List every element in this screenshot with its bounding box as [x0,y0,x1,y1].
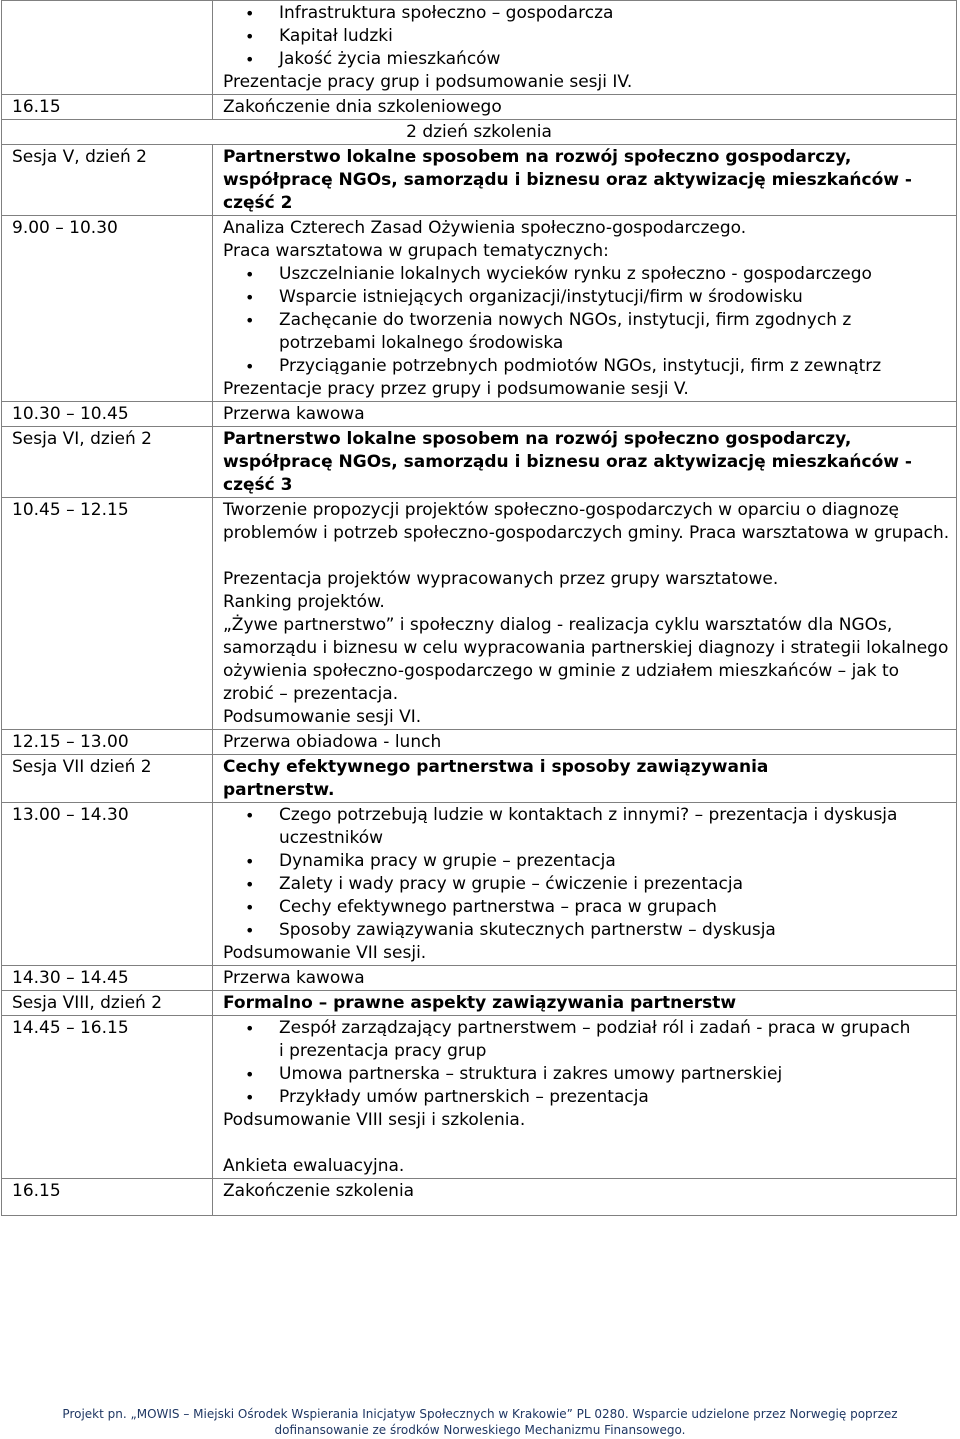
footer-line: Projekt pn. „MOWIS – Miejski Ośrodek Wspierania Inicjatyw Społecznych w Krakowie” PL 0280. Wsparcie udzielone przez Norwegię poprzez [62,1407,898,1421]
schedule-table [1,0,957,1216]
spacer [223,1132,952,1155]
list-item: • Wsparcie istniejących organizacji/instytucji/firm w środowisku [279,286,952,309]
content-cell [213,498,957,730]
topic-text: Analiza Czterech Zasad Ożywienia społeczno-gospodarczego. [223,218,747,238]
table-row [2,1016,957,1179]
time-cell: 16.15 [2,95,213,120]
list-item: • Infrastruktura społeczno – gospodarcza [279,2,952,25]
bullet-list [223,1017,952,1109]
session-title: Partnerstwo lokalne sposobem na rozwój społeczno gospodarczy, współpracę NGOs, samorządu i biznesu oraz aktywizację mieszkańców - część 2 [213,145,957,216]
time-cell: 9.00 – 10.30 [2,216,213,402]
list-item: • Umowa partnerska – struktura i zakres umowy partnerskiej [279,1063,912,1086]
spacer [223,545,952,568]
session-cell: Sesja V, dzień 2 [2,145,213,216]
day-header: 2 dzień szkolenia [2,120,957,145]
summary-text: Podsumowanie VIII sesji i szkolenia. [223,1110,526,1130]
content-cell: Przerwa obiadowa - lunch [213,730,957,755]
content-cell [213,1016,957,1179]
list-item: • Przyciąganie potrzebnych podmiotów NGOs, instytucji, firm z zewnątrz [279,355,952,378]
content-cell [213,216,957,402]
time-cell: 14.45 – 16.15 [2,1016,213,1179]
topic-text: Prezentacja projektów wypracowanych przez grupy warsztatowe. [223,569,779,589]
list-item: • Zalety i wady pracy w grupie – ćwiczenie i prezentacja [279,873,912,896]
table-row [2,120,957,145]
content-cell: Zakończenie szkolenia [213,1179,957,1216]
table-row [2,427,957,498]
list-item: • Kapitał ludzki [279,25,952,48]
list-item: • Przykłady umów partnerskich – prezentacja [279,1086,912,1109]
table-row [2,991,957,1016]
list-item: • Jakość życia mieszkańców [279,48,952,71]
table-row [2,145,957,216]
content-cell: Zakończenie dnia szkoleniowego [213,95,957,120]
list-item: • Uszczelnianie lokalnych wycieków rynku z społeczno - gospodarczego [279,263,952,286]
page-footer [0,1406,960,1438]
bullet-list [223,804,952,942]
session-title: Partnerstwo lokalne sposobem na rozwój społeczno gospodarczy, współpracę NGOs, samorządu i biznesu oraz aktywizację mieszkańców - część 3 [213,427,957,498]
table-row [2,730,957,755]
session-cell: Sesja VI, dzień 2 [2,427,213,498]
table-row [2,803,957,966]
session-cell: Sesja VII dzień 2 [2,755,213,803]
list-item: • Dynamika pracy w grupie – prezentacja [279,850,912,873]
topic-text: Tworzenie propozycji projektów społeczno-gospodarczych w oparciu o diagnozę problemów i potrzeb społeczno-gospodarczych gminy. Praca warsztatowa w grupach. [223,500,950,543]
topic-text: „Żywe partnerstwo” i społeczny dialog - realizacja cyklu warsztatów dla NGOs, samorządu i biznesu w celu wypracowania partnerskiej diagnozy i strategii lokalnego ożywienia społeczno-gospodarczego w gminie z udziałem mieszkańców – jak to zrobić – prezentacja. [223,615,949,704]
time-cell: 16.15 [2,1179,213,1216]
session-title: Cechy efektywnego partnerstwa i sposoby zawiązywania partnerstw. [213,755,957,803]
content-cell: Przerwa kawowa [213,966,957,991]
time-cell [2,1,213,95]
summary-text: Podsumowanie VII sesji. [223,943,427,963]
footer-line: dofinansowanie ze środków Norweskiego Mechanizmu Finansowego. [274,1423,686,1437]
summary-text: Podsumowanie sesji VI. [223,707,422,727]
table-row [2,216,957,402]
list-item: • Sposoby zawiązywania skutecznych partnerstw – dyskusja [279,919,912,942]
table-row [2,966,957,991]
list-item: • Zespół zarządzający partnerstwem – podział ról i zadań - praca w grupach i prezentacja pracy grup [279,1017,912,1063]
table-row [2,1179,957,1216]
bullet-list [223,263,952,378]
table-row [2,95,957,120]
session-title: Formalno – prawne aspekty zawiązywania partnerstw [213,991,957,1016]
list-item: • Czego potrzebują ludzie w kontaktach z innymi? – prezentacja i dyskusja uczestników [279,804,912,850]
table-row [2,755,957,803]
list-item: • Cechy efektywnego partnerstwa – praca w grupach [279,896,912,919]
list-item: • Zachęcanie do tworzenia nowych NGOs, instytucji, firm zgodnych z potrzebami lokalnego środowiska [279,309,952,355]
time-cell: 10.45 – 12.15 [2,498,213,730]
topic-text: Ranking projektów. [223,592,385,612]
summary-text: Prezentacje pracy grup i podsumowanie sesji IV. [223,72,633,92]
bullet-list [223,2,952,71]
content-cell [213,1,957,95]
table-row [2,402,957,427]
time-cell: 10.30 – 10.45 [2,402,213,427]
table-row [2,1,957,95]
content-cell [213,803,957,966]
time-cell: 13.00 – 14.30 [2,803,213,966]
summary-text: Prezentacje pracy przez grupy i podsumowanie sesji V. [223,379,689,399]
table-row [2,498,957,730]
topic-text: Praca warsztatowa w grupach tematycznych: [223,241,609,261]
session-cell: Sesja VIII, dzień 2 [2,991,213,1016]
summary-text: Ankieta ewaluacyjna. [223,1156,405,1176]
time-cell: 12.15 – 13.00 [2,730,213,755]
time-cell: 14.30 – 14.45 [2,966,213,991]
content-cell: Przerwa kawowa [213,402,957,427]
